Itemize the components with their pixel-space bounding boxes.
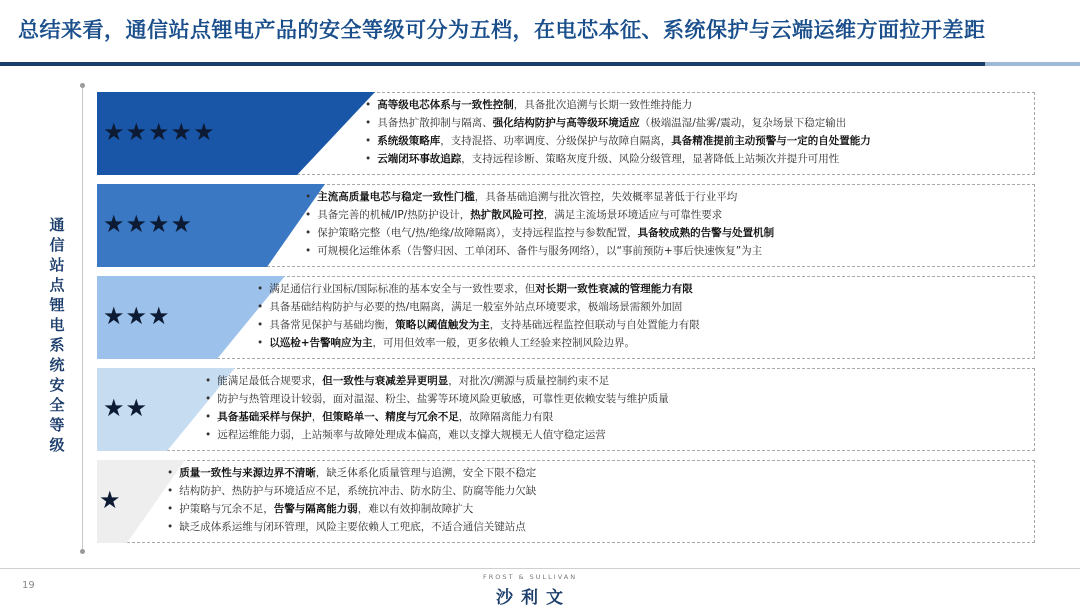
tier-item [257, 334, 700, 352]
item-text: 具备常见保护与基础均衡， [269, 319, 396, 331]
tier-item [305, 188, 774, 206]
item-text: 保护策略完整（电气/热/绝缘/故障隔离），支持远程监控与参数配置， [317, 227, 638, 239]
item-text: ， [311, 411, 323, 423]
item-highlight: 云端闭环事故追踪 [377, 153, 462, 165]
star-rating: ★ [99, 486, 122, 514]
brand-logo: 沙利文 [496, 588, 571, 608]
star-rating: ★★★★★ [103, 118, 216, 146]
tier-item [167, 500, 536, 518]
item-text: ，具备批次追溯与长期一致性维持能力 [513, 99, 693, 111]
item-highlight: 系统级策略库 [377, 135, 441, 147]
tier-item [305, 206, 774, 224]
item-highlight: 质量一致性与来源边界不清晰 [179, 467, 316, 479]
vertical-axis-line [82, 86, 83, 551]
tier-items [167, 464, 536, 536]
tier-3-stars [97, 276, 1035, 359]
tier-item [257, 298, 700, 316]
item-highlight: 热扩散风险可控 [470, 209, 544, 221]
item-text: 远程运维能力弱，上站频率与故障处理成本偏高，难以支撑大规模无人值守稳定运营 [217, 429, 606, 441]
tier-item [365, 96, 871, 114]
item-text: 具备完善的机械/IP/热防护设计， [317, 209, 471, 221]
tier-item [365, 132, 871, 150]
item-text: ，缺乏体系化质量管理与追溯，安全下限不稳定 [315, 467, 537, 479]
item-highlight: 以巡检+告警响应为主 [269, 337, 373, 349]
item-highlight: 策略以阈值触发为主 [395, 319, 490, 331]
item-text: （极端温湿/盐雾/震动，复杂场景下稳定输出 [639, 117, 847, 129]
item-text: 能满足最低合规要求， [217, 375, 323, 387]
item-text: 防护与热管理设计较弱，面对温湿、粉尘、盐雾等环境风险更敏感，可靠性更依赖安装与维护质量 [217, 393, 669, 405]
item-text: ，支持混搭、功率调度、分级保护与故障自隔离， [440, 135, 672, 147]
item-text: ，具备基础追溯与批次管控，失效概率显著低于行业平均 [474, 191, 738, 203]
tier-2-stars [97, 368, 1035, 451]
tier-5-stars [97, 92, 1035, 175]
tier-item [365, 114, 871, 132]
item-text: ，支持远程诊断、策略灰度升级、风险分级管理，显著降低上站频次并提升可用性 [461, 153, 840, 165]
item-text: 具备基础结构防护与必要的热/电隔离，满足一般室外站点环境要求，极端场景需额外加固 [269, 301, 683, 313]
brand-tagline: FROST & SULLIVAN [483, 573, 578, 581]
tier-items [257, 280, 700, 352]
item-text: ，难以有效抑制故障扩大 [357, 503, 474, 515]
item-highlight: 具备基础采样与保护 [217, 411, 312, 423]
title-underline [0, 62, 1080, 66]
item-text: 护策略与冗余不足， [179, 503, 274, 515]
star-rating: ★★★★ [103, 210, 194, 238]
tier-item [167, 464, 536, 482]
title-underline-accent [985, 62, 1080, 66]
tier-item [205, 390, 669, 408]
tier-4-stars [97, 184, 1035, 267]
tier-item [257, 280, 700, 298]
item-highlight: 强化结构防护与高等级环境适应 [492, 117, 640, 129]
side-label: 通信站点锂电系统安全等级 [49, 216, 65, 454]
tier-item [365, 150, 871, 168]
tier-item [167, 482, 536, 500]
item-text: ，满足主流场景环境适应与可靠性要求 [543, 209, 723, 221]
item-highlight: 但一致性与衰减差异更明显 [322, 375, 449, 387]
tier-item [305, 224, 774, 242]
page-number: 19 [22, 580, 35, 591]
item-text: ，对批次/溯源与质量控制约束不足 [448, 375, 610, 387]
item-highlight: 主流高质量电芯与稳定一致性门槛 [317, 191, 475, 203]
item-text: 可规模化运维体系（告警归因、工单闭环、备件与服务网络），以“事前预防+事后快速恢复”为主 [317, 245, 763, 257]
tier-item [205, 372, 669, 390]
tier-item [167, 518, 536, 536]
item-text: 缺乏成体系运维与闭环管理，风险主要依赖人工兜底，不适合通信关键站点 [179, 521, 526, 533]
item-highlight: 告警与隔离能力弱 [273, 503, 358, 515]
item-highlight: 对长期一致性衰减的管理能力有限 [535, 283, 693, 295]
item-highlight: 但策略单一、精度与冗余不足 [322, 411, 459, 423]
item-text: ，故障隔离能力有限 [458, 411, 554, 423]
tier-1-star [97, 460, 1035, 543]
tier-item [305, 242, 774, 260]
tier-items [365, 96, 871, 168]
item-text: ，支持基础远程监控但联动与自处置能力有限 [489, 319, 700, 331]
item-text: 满足通信行业国标/国际标准的基本安全与一致性要求，但 [269, 283, 536, 295]
star-rating: ★★ [103, 394, 149, 422]
item-highlight: 高等级电芯体系与一致性控制 [377, 99, 514, 111]
star-rating: ★★★ [103, 302, 171, 330]
tier-items [305, 188, 774, 260]
tier-item [205, 408, 669, 426]
tier-items [205, 372, 669, 444]
item-text: ，可用但效率一般，更多依赖人工经验来控制风险边界。 [372, 337, 636, 349]
item-text: 结构防护、热防护与环境适应不足，系统抗冲击、防水防尘、防腐等能力欠缺 [179, 485, 537, 497]
tier-item [257, 316, 700, 334]
item-highlight: 具备较成熟的告警与处置机制 [637, 227, 775, 239]
page-title: 总结来看，通信站点锂电产品的安全等级可分为五档，在电芯本征、系统保护与云端运维方面拉开差距 [18, 18, 986, 42]
item-text: 具备热扩散抑制与隔离、 [377, 117, 493, 129]
item-highlight: 具备精准提前主动预警与一定的自处置能力 [671, 135, 871, 147]
footer-divider [0, 568, 1080, 569]
tier-item [205, 426, 669, 444]
